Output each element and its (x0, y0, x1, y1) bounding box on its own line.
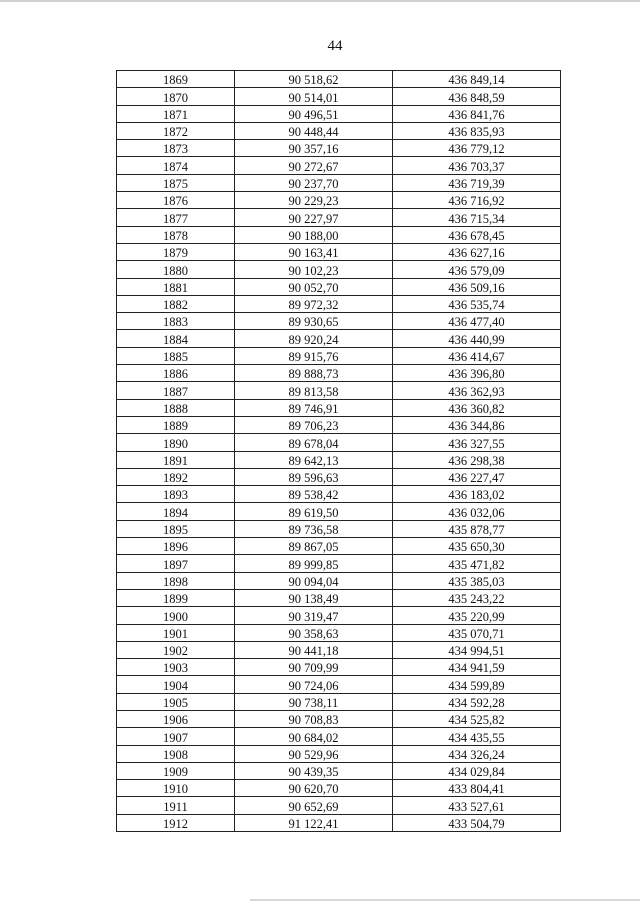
year-cell: 1906 (117, 710, 235, 727)
value-cell-col2: 89 999,85 (235, 555, 393, 572)
value-cell-col2: 89 915,76 (235, 347, 393, 364)
year-cell: 1886 (117, 365, 235, 382)
value-cell-col2: 90 102,23 (235, 261, 393, 278)
value-cell-col2: 89 920,24 (235, 330, 393, 347)
table-row (117, 382, 561, 399)
table-row (117, 174, 561, 191)
value-cell-col3: 436 716,92 (393, 192, 561, 209)
year-cell: 1894 (117, 503, 235, 520)
table-row (117, 641, 561, 658)
value-cell-col3: 436 779,12 (393, 140, 561, 157)
table-row (117, 243, 561, 260)
value-cell-col2: 89 736,58 (235, 520, 393, 537)
year-cell: 1888 (117, 399, 235, 416)
value-cell-col3: 435 220,99 (393, 607, 561, 624)
value-cell-col2: 89 619,50 (235, 503, 393, 520)
year-cell: 1879 (117, 243, 235, 260)
year-cell: 1887 (117, 382, 235, 399)
value-cell-col3: 436 477,40 (393, 313, 561, 330)
table-row (117, 416, 561, 433)
table-row (117, 745, 561, 762)
table-row (117, 122, 561, 139)
year-cell: 1891 (117, 451, 235, 468)
value-cell-col3: 436 579,09 (393, 261, 561, 278)
table-row (117, 624, 561, 641)
table-row (117, 71, 561, 88)
value-cell-col3: 435 471,82 (393, 555, 561, 572)
year-cell: 1876 (117, 192, 235, 209)
year-cell: 1882 (117, 295, 235, 312)
value-cell-col3: 435 243,22 (393, 589, 561, 606)
value-cell-col3: 436 327,55 (393, 434, 561, 451)
table-row (117, 780, 561, 797)
table-row (117, 676, 561, 693)
value-cell-col3: 433 504,79 (393, 814, 561, 831)
value-cell-col3: 436 719,39 (393, 174, 561, 191)
value-cell-col3: 436 715,34 (393, 209, 561, 226)
value-cell-col3: 434 599,89 (393, 676, 561, 693)
value-cell-col3: 435 878,77 (393, 520, 561, 537)
value-cell-col3: 436 396,80 (393, 365, 561, 382)
value-cell-col2: 89 930,65 (235, 313, 393, 330)
year-cell: 1905 (117, 693, 235, 710)
value-cell-col3: 436 344,86 (393, 416, 561, 433)
table-row (117, 693, 561, 710)
value-cell-col3: 435 070,71 (393, 624, 561, 641)
table-row (117, 88, 561, 105)
year-cell: 1881 (117, 278, 235, 295)
value-cell-col3: 436 227,47 (393, 468, 561, 485)
value-cell-col2: 90 094,04 (235, 572, 393, 589)
year-cell: 1902 (117, 641, 235, 658)
value-cell-col3: 436 360,82 (393, 399, 561, 416)
value-cell-col3: 436 678,45 (393, 226, 561, 243)
value-cell-col3: 436 440,99 (393, 330, 561, 347)
table-row (117, 589, 561, 606)
table-row (117, 226, 561, 243)
value-cell-col3: 434 941,59 (393, 659, 561, 676)
year-cell: 1873 (117, 140, 235, 157)
value-cell-col2: 90 652,69 (235, 797, 393, 814)
value-cell-col3: 433 527,61 (393, 797, 561, 814)
year-cell: 1883 (117, 313, 235, 330)
value-cell-col2: 89 867,05 (235, 538, 393, 555)
year-cell: 1900 (117, 607, 235, 624)
value-cell-col3: 434 326,24 (393, 745, 561, 762)
value-cell-col2: 90 227,97 (235, 209, 393, 226)
value-cell-col3: 436 362,93 (393, 382, 561, 399)
year-cell: 1895 (117, 520, 235, 537)
value-cell-col3: 434 029,84 (393, 762, 561, 779)
table-row (117, 797, 561, 814)
value-cell-col3: 436 298,38 (393, 451, 561, 468)
year-cell: 1877 (117, 209, 235, 226)
value-cell-col2: 89 706,23 (235, 416, 393, 433)
year-cell: 1890 (117, 434, 235, 451)
year-cell: 1869 (117, 71, 235, 88)
value-cell-col3: 433 804,41 (393, 780, 561, 797)
value-cell-col3: 436 849,14 (393, 71, 561, 88)
year-cell: 1898 (117, 572, 235, 589)
year-cell: 1899 (117, 589, 235, 606)
value-cell-col2: 90 358,63 (235, 624, 393, 641)
table-row (117, 520, 561, 537)
table-row (117, 607, 561, 624)
year-cell: 1911 (117, 797, 235, 814)
table-row (117, 728, 561, 745)
year-cell: 1885 (117, 347, 235, 364)
table-row (117, 538, 561, 555)
value-cell-col2: 90 319,47 (235, 607, 393, 624)
value-cell-col2: 90 684,02 (235, 728, 393, 745)
value-cell-col2: 90 448,44 (235, 122, 393, 139)
value-cell-col3: 436 627,16 (393, 243, 561, 260)
value-cell-col2: 90 229,23 (235, 192, 393, 209)
value-cell-col3: 435 650,30 (393, 538, 561, 555)
year-cell: 1912 (117, 814, 235, 831)
value-cell-col2: 89 972,32 (235, 295, 393, 312)
value-cell-col2: 90 188,00 (235, 226, 393, 243)
table-row (117, 105, 561, 122)
value-cell-col2: 90 529,96 (235, 745, 393, 762)
year-cell: 1893 (117, 486, 235, 503)
value-cell-col2: 89 678,04 (235, 434, 393, 451)
year-cell: 1909 (117, 762, 235, 779)
table-row (117, 261, 561, 278)
table-row (117, 468, 561, 485)
value-cell-col3: 436 414,67 (393, 347, 561, 364)
table-row (117, 486, 561, 503)
value-cell-col3: 436 183,02 (393, 486, 561, 503)
value-cell-col3: 434 435,55 (393, 728, 561, 745)
year-cell: 1874 (117, 157, 235, 174)
year-cell: 1878 (117, 226, 235, 243)
table-row (117, 762, 561, 779)
value-cell-col3: 434 592,28 (393, 693, 561, 710)
year-cell: 1897 (117, 555, 235, 572)
table-row (117, 399, 561, 416)
table-row (117, 313, 561, 330)
value-cell-col2: 90 439,35 (235, 762, 393, 779)
year-cell: 1871 (117, 105, 235, 122)
value-cell-col2: 91 122,41 (235, 814, 393, 831)
table-row (117, 192, 561, 209)
value-cell-col3: 434 525,82 (393, 710, 561, 727)
table-row (117, 814, 561, 831)
table-row (117, 503, 561, 520)
table-row (117, 555, 561, 572)
value-cell-col2: 89 538,42 (235, 486, 393, 503)
value-cell-col3: 435 385,03 (393, 572, 561, 589)
value-cell-col2: 89 813,58 (235, 382, 393, 399)
value-cell-col2: 90 138,49 (235, 589, 393, 606)
value-cell-col2: 90 441,18 (235, 641, 393, 658)
year-cell: 1875 (117, 174, 235, 191)
value-cell-col2: 90 738,11 (235, 693, 393, 710)
value-cell-col2: 90 514,01 (235, 88, 393, 105)
table-row (117, 451, 561, 468)
value-cell-col3: 434 994,51 (393, 641, 561, 658)
value-cell-col2: 90 709,99 (235, 659, 393, 676)
value-cell-col2: 90 518,62 (235, 71, 393, 88)
year-cell: 1880 (117, 261, 235, 278)
data-table (116, 70, 561, 832)
value-cell-col2: 90 237,70 (235, 174, 393, 191)
table-row (117, 659, 561, 676)
table-row (117, 278, 561, 295)
table-row (117, 140, 561, 157)
table-row (117, 330, 561, 347)
value-cell-col2: 90 708,83 (235, 710, 393, 727)
year-cell: 1901 (117, 624, 235, 641)
page-number: 44 (327, 38, 343, 54)
page-top-edge (0, 0, 640, 2)
table-row (117, 209, 561, 226)
year-cell: 1872 (117, 122, 235, 139)
year-cell: 1908 (117, 745, 235, 762)
table-row (117, 365, 561, 382)
value-cell-col3: 436 841,76 (393, 105, 561, 122)
table-row (117, 434, 561, 451)
year-cell: 1889 (117, 416, 235, 433)
year-cell: 1884 (117, 330, 235, 347)
value-cell-col2: 90 163,41 (235, 243, 393, 260)
value-cell-col2: 89 888,73 (235, 365, 393, 382)
value-cell-col2: 90 052,70 (235, 278, 393, 295)
value-cell-col2: 90 272,67 (235, 157, 393, 174)
value-cell-col3: 436 032,06 (393, 503, 561, 520)
value-cell-col3: 436 509,16 (393, 278, 561, 295)
value-cell-col2: 90 357,16 (235, 140, 393, 157)
year-cell: 1903 (117, 659, 235, 676)
page-bottom-edge (250, 899, 640, 901)
value-cell-col2: 90 496,51 (235, 105, 393, 122)
value-cell-col2: 89 596,63 (235, 468, 393, 485)
year-cell: 1904 (117, 676, 235, 693)
value-cell-col2: 89 642,13 (235, 451, 393, 468)
year-cell: 1892 (117, 468, 235, 485)
year-cell: 1870 (117, 88, 235, 105)
value-cell-col3: 436 535,74 (393, 295, 561, 312)
table-body (117, 71, 561, 832)
value-cell-col3: 436 835,93 (393, 122, 561, 139)
value-cell-col2: 90 724,06 (235, 676, 393, 693)
year-cell: 1896 (117, 538, 235, 555)
table-row (117, 157, 561, 174)
table-row (117, 295, 561, 312)
year-cell: 1910 (117, 780, 235, 797)
year-cell: 1907 (117, 728, 235, 745)
value-cell-col2: 90 620,70 (235, 780, 393, 797)
table-row (117, 347, 561, 364)
table-row (117, 572, 561, 589)
table-row (117, 710, 561, 727)
value-cell-col3: 436 703,37 (393, 157, 561, 174)
value-cell-col2: 89 746,91 (235, 399, 393, 416)
value-cell-col3: 436 848,59 (393, 88, 561, 105)
